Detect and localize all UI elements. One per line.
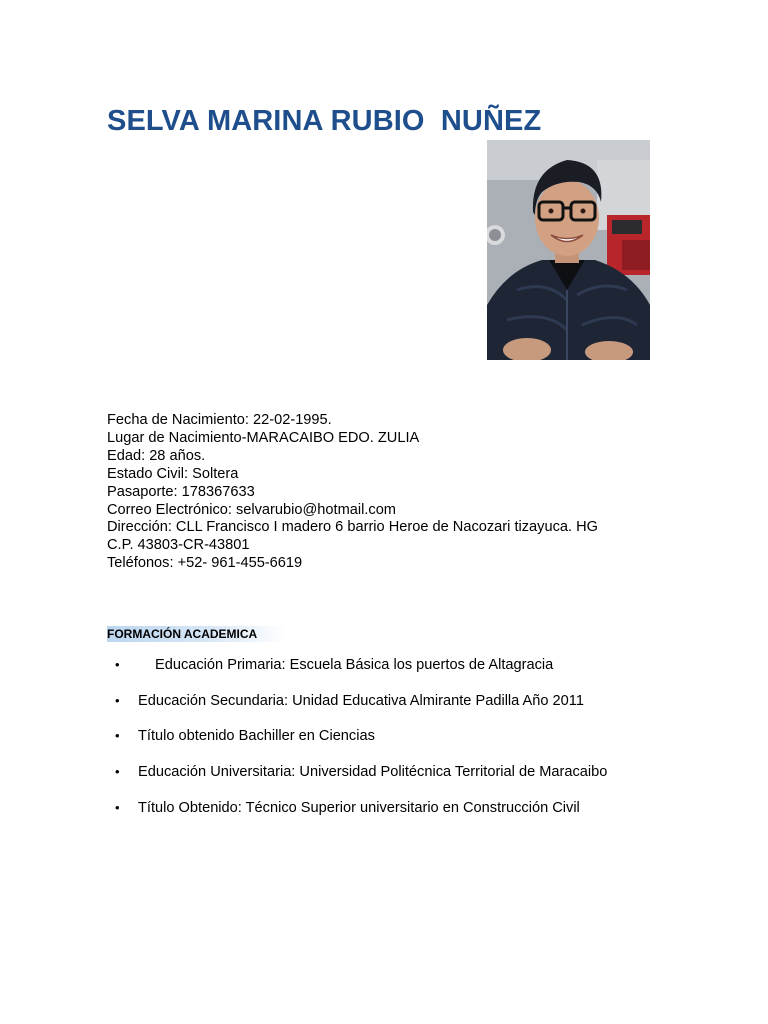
bullet-icon: • — [115, 692, 120, 708]
education-section-title: FORMACIÓN ACADEMICA — [107, 626, 287, 642]
profile-photo — [487, 140, 650, 360]
education-item-text: Título obtenido Bachiller en Ciencias — [138, 728, 375, 745]
education-item-text: Educación Universitaria: Universidad Politécnica Territorial de Maracaibo — [138, 764, 608, 781]
bullet-icon: • — [115, 728, 120, 744]
portrait-image — [487, 140, 650, 360]
birth-date: Fecha de Nacimiento: 22-02-1995. — [107, 412, 332, 428]
birth-place: Lugar de Nacimiento-MARACAIBO EDO. ZULIA — [107, 429, 420, 446]
education-item-text: Educación Secundaria: Unidad Educativa Almirante Padilla Año 2011 — [138, 692, 584, 709]
education-item-text: Título Obtenido: Técnico Superior universitario en Construcción Civil — [138, 799, 580, 816]
postal-code: C.P. 43803-CR-43801 — [107, 537, 250, 554]
applicant-name: SELVA MARINA RUBIO NUÑEZ — [107, 105, 542, 137]
personal-info — [107, 412, 598, 573]
bullet-icon: • — [115, 799, 120, 815]
address: Dirección: CLL Francisco I madero 6 barrio Heroe de Nacozari tizayuca. HG — [107, 519, 598, 536]
civil-status: Estado Civil: Soltera — [107, 465, 239, 482]
passport: Pasaporte: 178367633 — [107, 483, 255, 500]
education-item-text: Educación Primaria: Escuela Básica los puertos de Altagracia — [155, 657, 554, 673]
email: Correo Electrónico: selvarubio@hotmail.com — [107, 501, 396, 518]
phones: Teléfonos: +52- 961-455-6619 — [107, 555, 303, 572]
bullet-icon: • — [115, 657, 120, 672]
age: Edad: 28 años. — [107, 447, 206, 464]
bullet-icon: • — [115, 764, 120, 780]
